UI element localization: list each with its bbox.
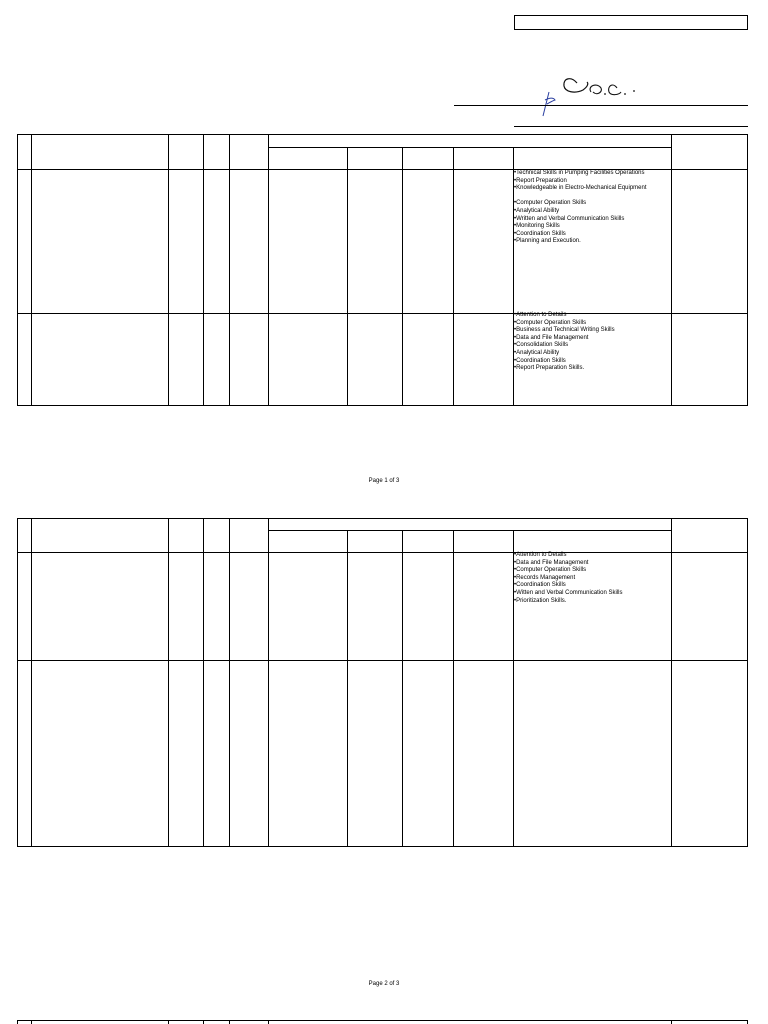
next-table-top [17,1020,748,1021]
position-table [17,518,748,847]
col-divider [203,518,204,847]
competency-item: •Technical Skills in Pumping Facilities Operations [514,170,645,176]
row-divider [17,660,748,661]
competency-item: •Coordination Skills [514,230,566,237]
competency-item: •Coordination Skills [514,582,566,589]
competency-item: •Report Preparation Skills. [514,365,585,372]
competency-item: •Business and Technical Writing Skills [514,327,615,334]
header-subline [268,530,671,531]
competency-item: •Written and Verbal Communication Skills [514,215,625,222]
col-divider [31,1020,32,1024]
competency-item: •Coordination Skills [514,357,566,364]
col-divider [168,518,169,847]
competency-item: •Analytical Ability [514,349,560,356]
competency-item: •Attention to Details [514,552,567,558]
page-footer: Page 2 of 3 [368,981,400,987]
col-divider [268,1020,269,1024]
col-divider [453,530,454,847]
col-divider [402,530,403,847]
col-divider [31,518,32,847]
col-divider [229,518,230,847]
competency-item: •Planning and Execution. [514,238,581,245]
competency-item: •Computer Operation Skills [514,200,587,207]
competency-item: •Computer Operation Skills [514,567,587,574]
competency-item: •Data and File Management [514,559,589,566]
competency-item: •Analytical Ability [514,207,560,214]
col-divider [229,1020,230,1024]
competency-item: •Monitoring Skills [514,223,560,230]
col-divider [671,1020,672,1024]
competency-item: •Consolidation Skills [514,342,569,349]
col-divider [747,1020,748,1024]
competency-item: •Records Management [514,574,576,581]
col-divider [168,1020,169,1024]
competency-item: •Prioritization Skills. [514,597,567,604]
competency-item: •Data and File Management [514,334,589,341]
competency-item: •Knowledgeable in Electro-Mechanical Equipment [514,185,647,192]
page-footer: Page 1 of 3 [368,478,400,484]
col-divider [203,1020,204,1024]
competency-item: •Attention to Details [514,312,567,318]
col-divider [268,518,269,847]
header-bottom [17,552,748,553]
col-divider [17,1020,18,1024]
competency-list [514,552,622,605]
col-divider [671,518,672,847]
competency-item: •Witten and Verbal Communication Skills [514,589,623,596]
col-divider [347,530,348,847]
competency-item: •Report Preparation [514,177,567,184]
competency-item: •Computer Operation Skills [514,319,587,326]
